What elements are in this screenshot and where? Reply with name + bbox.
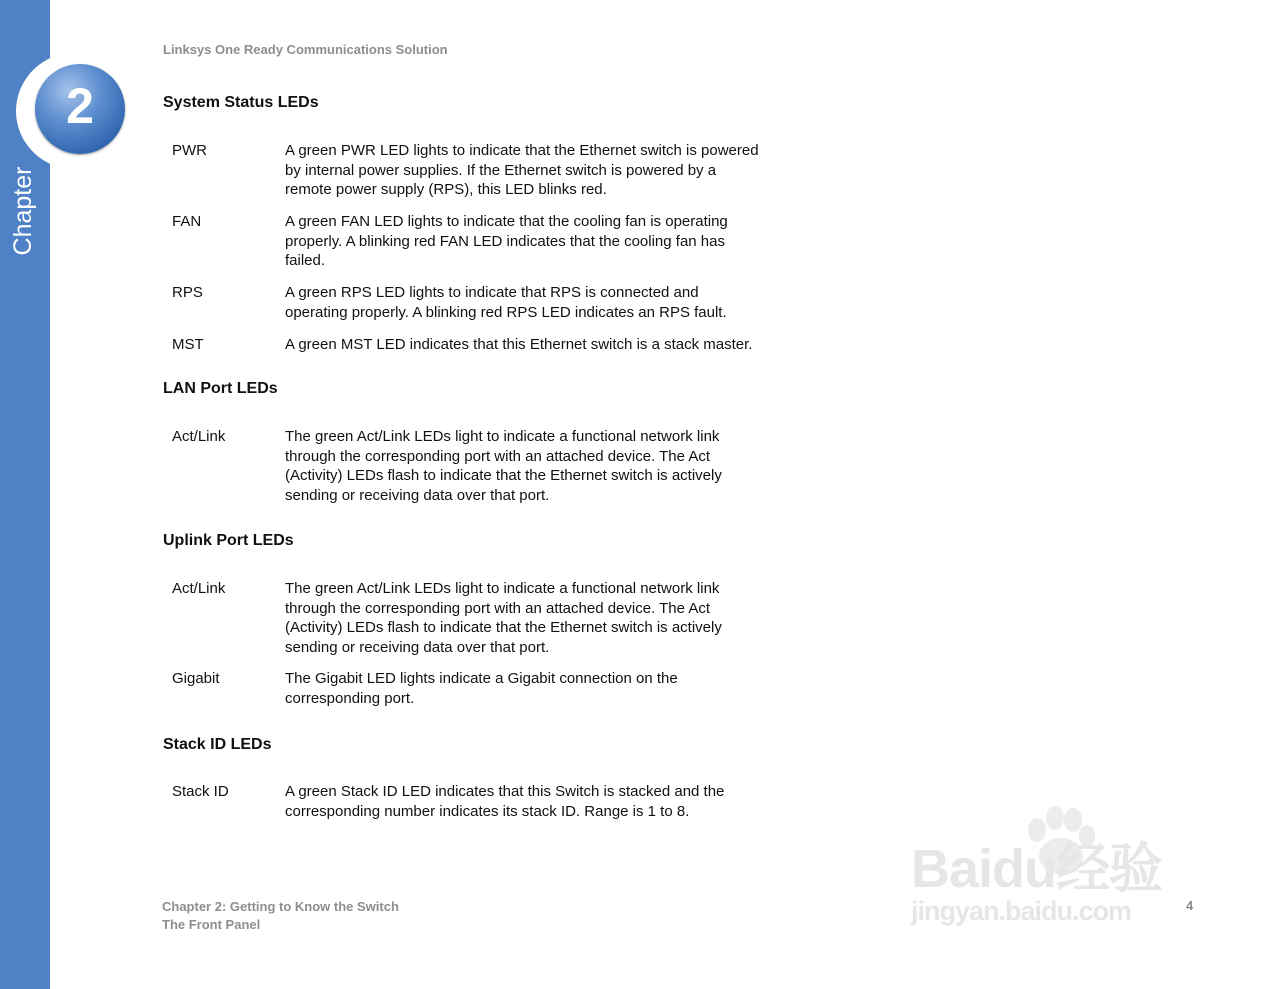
page-footer — [162, 898, 399, 934]
led-term: FAN — [172, 213, 202, 230]
led-term: Act/Link — [172, 580, 226, 597]
led-description: A green FAN LED lights to indicate that the cooling fan is operating properly. A blinking red FAN LED indicates that the cooling fan has failed. — [285, 213, 728, 269]
led-description: A green RPS LED lights to indicate that RPS is connected and operating properly. A blinking red RPS LED indicates an RPS fault. — [285, 284, 727, 321]
led-term: RPS — [172, 284, 203, 301]
led-term: Gigabit — [172, 670, 220, 687]
led-term: PWR — [172, 142, 207, 159]
baidu-watermark — [905, 800, 1205, 940]
chapter-label: Chapter — [9, 166, 37, 256]
chapter-number: 2 — [66, 78, 94, 134]
page-number: 4 — [1186, 898, 1194, 913]
footer-chapter-line: Chapter 2: Getting to Know the Switch — [162, 899, 399, 914]
led-description: The Gigabit LED lights indicate a Gigabit connection on the corresponding port. — [285, 670, 678, 707]
section-title-uplink-port: Uplink Port LEDs — [163, 532, 294, 549]
led-description: A green Stack ID LED indicates that this Switch is stacked and the corresponding number indicates its stack ID. Range is 1 to 8. — [285, 783, 725, 820]
document-header: Linksys One Ready Communications Solution — [163, 42, 448, 57]
led-term: MST — [172, 336, 204, 353]
led-description: A green MST LED indicates that this Ethernet switch is a stack master. — [285, 336, 753, 353]
watermark-logo: Baidu经验 — [911, 839, 1163, 899]
section-title-stack-id: Stack ID LEDs — [163, 736, 272, 753]
section-title-lan-port: LAN Port LEDs — [163, 380, 278, 397]
section-title-system-status: System Status LEDs — [163, 94, 319, 111]
led-description: The green Act/Link LEDs light to indicate a functional network link through the corresponding port with an attached device. The Act (Activity) LEDs flash to indicate that the Ethernet switch is actively sending or receiving data over that port. — [285, 580, 722, 656]
led-term: Stack ID — [172, 783, 229, 800]
led-description: The green Act/Link LEDs light to indicate a functional network link through the corresponding port with an attached device. The Act (Activity) LEDs flash to indicate that the Ethernet switch is actively sending or receiving data over that port. — [285, 428, 722, 504]
footer-section-line: The Front Panel — [162, 917, 261, 932]
chapter-badge — [35, 64, 125, 154]
led-description: A green PWR LED lights to indicate that the Ethernet switch is powered by internal power supplies. If the Ethernet switch is powered by a remote power supply (RPS), this LED blinks red. — [285, 142, 759, 198]
watermark-url: jingyan.baidu.com — [911, 896, 1132, 926]
led-term: Act/Link — [172, 428, 226, 445]
